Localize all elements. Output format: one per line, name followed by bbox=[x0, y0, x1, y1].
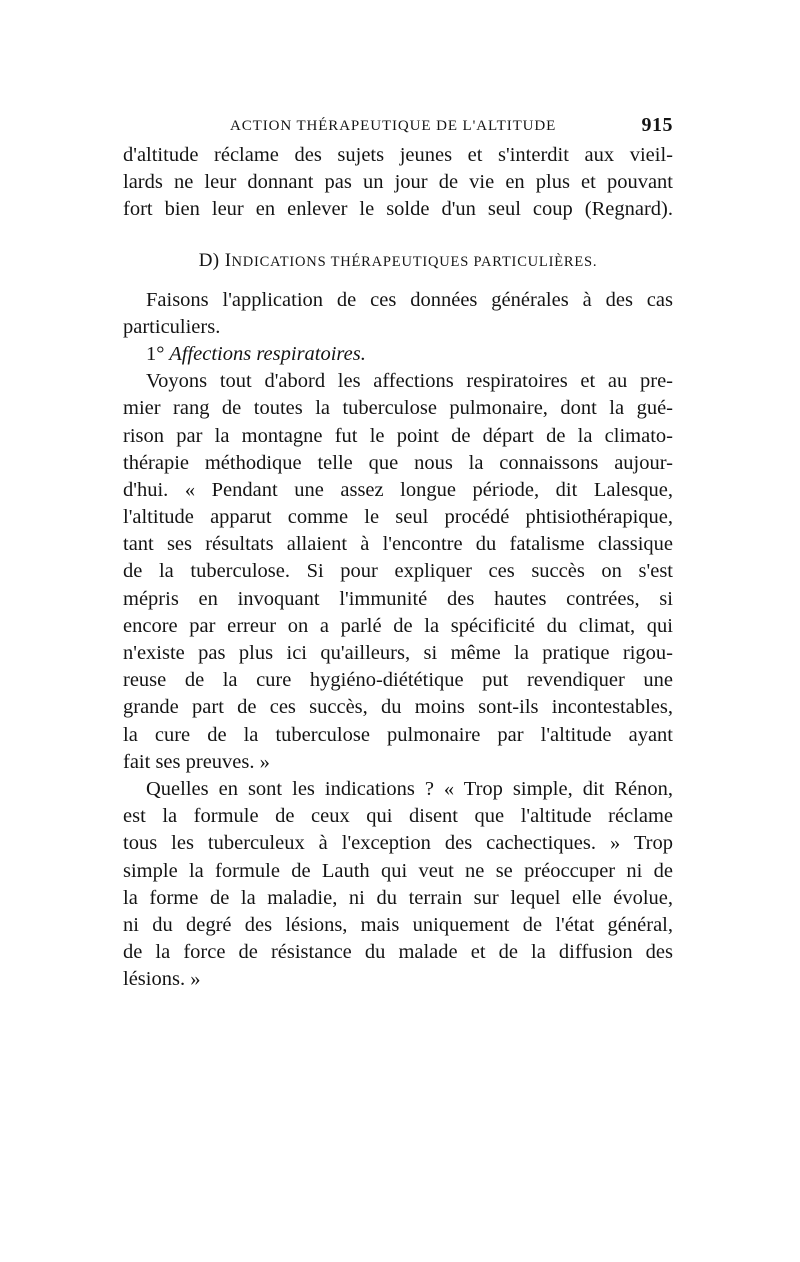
subsection-title: Affections respiratoires. bbox=[169, 342, 366, 365]
text-line: lards ne leur donnant pas un jour de vie en plus et pouvant bbox=[123, 171, 673, 194]
text-line: Quelles en sont les indications ? « Trop simple, dit Rénon, bbox=[146, 777, 673, 800]
text-line: est la formule de ceux qui disent que l'altitude réclame bbox=[123, 805, 673, 828]
text-line: de la tuberculose. Si pour expliquer ces succès on s'est bbox=[123, 560, 673, 583]
section-heading bbox=[123, 248, 673, 274]
running-title: ACTION THÉRAPEUTIQUE DE L'ALTITUDE bbox=[230, 118, 557, 134]
running-header bbox=[123, 112, 673, 142]
text-line: rison par la montagne fut le point de départ de la climato- bbox=[123, 424, 673, 447]
text-line: particuliers. bbox=[123, 315, 221, 338]
paragraph-altitude-ages bbox=[123, 142, 673, 224]
section-heading-text: NDICATIONS THÉRAPEUTIQUES PARTICULIÈRES. bbox=[231, 253, 598, 270]
text-line: simple la formule de Lauth qui veut ne se préoccuper ni de bbox=[123, 859, 673, 882]
text-line: encore par erreur on a parlé de la spécificité du climat, qui bbox=[123, 614, 673, 637]
text-line: mier rang de toutes la tuberculose pulmonaire, dont la gué- bbox=[123, 397, 673, 420]
text-line: thérapie méthodique telle que nous la connaissons aujour- bbox=[123, 451, 673, 474]
text-line: tous les tuberculeux à l'exception des cachectiques. » Trop bbox=[123, 832, 673, 855]
section-prefix: D) bbox=[198, 249, 220, 271]
text-line: n'existe pas plus ici qu'ailleurs, si même la pratique rigou- bbox=[123, 642, 673, 664]
text-line: lésions. » bbox=[123, 968, 201, 991]
text-line: la forme de la maladie, ni du terrain sur lequel elle évolue, bbox=[123, 886, 673, 909]
section-heading-initial: I bbox=[224, 249, 232, 271]
text-line: de la force de résistance du malade et de la diffusion des bbox=[123, 941, 673, 964]
text-line: la cure de la tuberculose pulmonaire par l'altitude ayant bbox=[123, 723, 673, 746]
text-line: Voyons tout d'abord les affections respiratoires et au pre- bbox=[146, 370, 673, 393]
paragraph-tuberculosis bbox=[123, 368, 673, 776]
text-line: d'altitude réclame des sujets jeunes et s'interdit aux vieil- bbox=[123, 144, 673, 166]
subsection-number: 1° bbox=[146, 342, 165, 365]
subsection-heading bbox=[123, 341, 673, 368]
text-line: fort bien leur en enlever le solde d'un seul coup (Regnard). bbox=[123, 198, 673, 221]
text-line: reuse de la cure hygiéno-diététique put revendiquer une bbox=[123, 669, 673, 692]
paragraph-application bbox=[123, 287, 673, 341]
text-line: ni du degré des lésions, mais uniquement de l'état général, bbox=[123, 913, 673, 936]
paragraph-indications bbox=[123, 776, 673, 994]
text-line: l'altitude apparut comme le seul procédé phtisiothérapique, bbox=[123, 506, 673, 529]
text-line: tant ses résultats allaient à l'encontre du fatalisme classique bbox=[123, 533, 673, 556]
book-page bbox=[123, 112, 673, 993]
text-line: d'hui. « Pendant une assez longue période, dit Lalesque, bbox=[123, 478, 673, 501]
text-line: mépris en invoquant l'immunité des hautes contrées, si bbox=[123, 587, 673, 610]
text-line: grande part de ces succès, du moins sont-ils incontestables, bbox=[123, 696, 673, 719]
text-line: Faisons l'application de ces données générales à des cas bbox=[146, 288, 673, 311]
page-number: 915 bbox=[641, 114, 673, 136]
text-line: fait ses preuves. » bbox=[123, 750, 270, 773]
